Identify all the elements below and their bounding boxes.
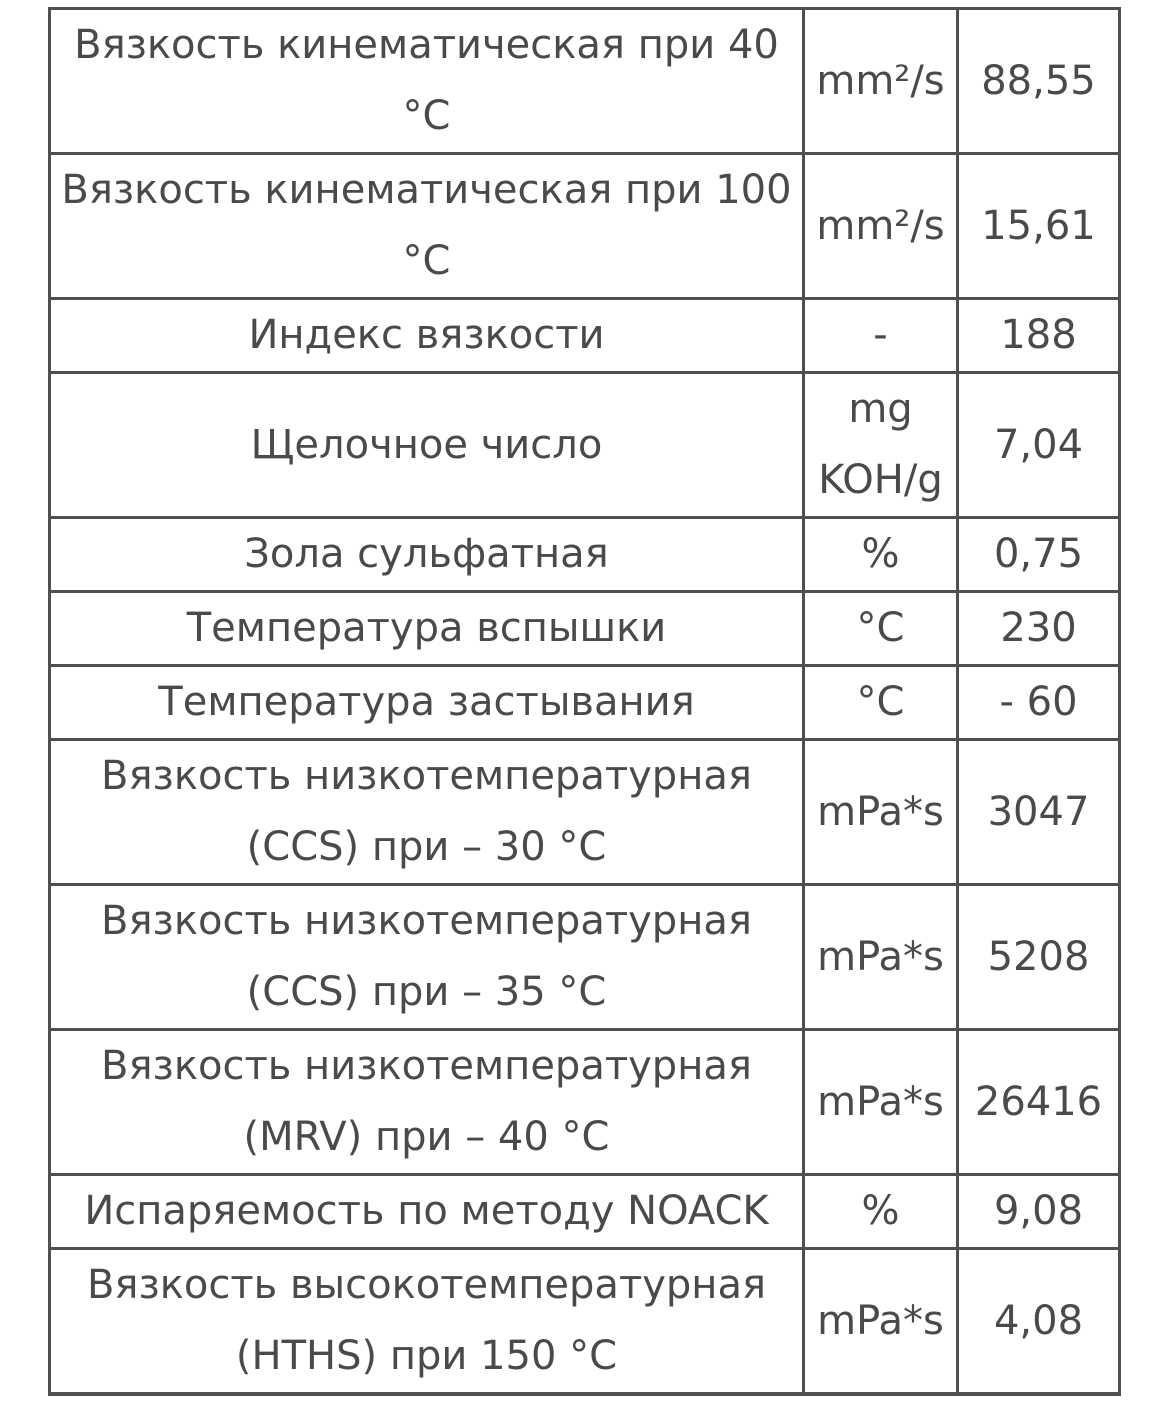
parameter-value: 7,04 (959, 374, 1121, 519)
parameter-name: Индекс вязкости (51, 300, 805, 374)
table-row (51, 667, 1121, 741)
parameter-value: 4,08 (959, 1250, 1121, 1396)
parameter-value: 188 (959, 300, 1121, 374)
parameter-value: 88,55 (959, 10, 1121, 155)
parameter-name: Испаряемость по методу NOACK (51, 1176, 805, 1250)
parameter-name: Щелочное число (51, 374, 805, 519)
parameter-name: Вязкость низкотемпературная (MRV) при – 40 °С (51, 1031, 805, 1176)
table-row (51, 741, 1121, 886)
parameter-value: - 60 (959, 667, 1121, 741)
specifications-table (48, 7, 1121, 1396)
table-row (51, 1250, 1121, 1396)
parameter-value: 15,61 (959, 155, 1121, 300)
parameter-unit: mm²/s (805, 155, 959, 300)
parameter-value: 230 (959, 593, 1121, 667)
parameter-name: Вязкость кинематическая при 100 °С (51, 155, 805, 300)
table-row (51, 886, 1121, 1031)
parameter-name: Вязкость высокотемпературная (HTHS) при 150 °С (51, 1250, 805, 1396)
parameter-unit: mPa*s (805, 1031, 959, 1176)
parameter-value: 3047 (959, 741, 1121, 886)
table-row (51, 1031, 1121, 1176)
parameter-unit: °С (805, 593, 959, 667)
parameter-unit: mPa*s (805, 886, 959, 1031)
table-row (51, 1176, 1121, 1250)
parameter-name: Вязкость низкотемпературная (CCS) при – 35 °С (51, 886, 805, 1031)
table-row (51, 155, 1121, 300)
parameter-value: 9,08 (959, 1176, 1121, 1250)
parameter-unit: % (805, 1176, 959, 1250)
parameter-unit: °С (805, 667, 959, 741)
parameter-name: Вязкость кинематическая при 40 °С (51, 10, 805, 155)
parameter-value: 26416 (959, 1031, 1121, 1176)
table-row (51, 374, 1121, 519)
parameter-unit: mPa*s (805, 741, 959, 886)
parameter-unit: - (805, 300, 959, 374)
parameter-unit: % (805, 519, 959, 593)
parameter-name: Температура застывания (51, 667, 805, 741)
parameter-unit: mPa*s (805, 1250, 959, 1396)
parameter-unit: mg KOH/g (805, 374, 959, 519)
table-row (51, 300, 1121, 374)
parameter-value: 5208 (959, 886, 1121, 1031)
parameter-name: Вязкость низкотемпературная (CCS) при – 30 °С (51, 741, 805, 886)
table-row (51, 593, 1121, 667)
parameter-value: 0,75 (959, 519, 1121, 593)
parameter-name: Температура вспышки (51, 593, 805, 667)
table-row (51, 10, 1121, 155)
parameter-name: Зола сульфатная (51, 519, 805, 593)
parameter-unit: mm²/s (805, 10, 959, 155)
table-row (51, 519, 1121, 593)
